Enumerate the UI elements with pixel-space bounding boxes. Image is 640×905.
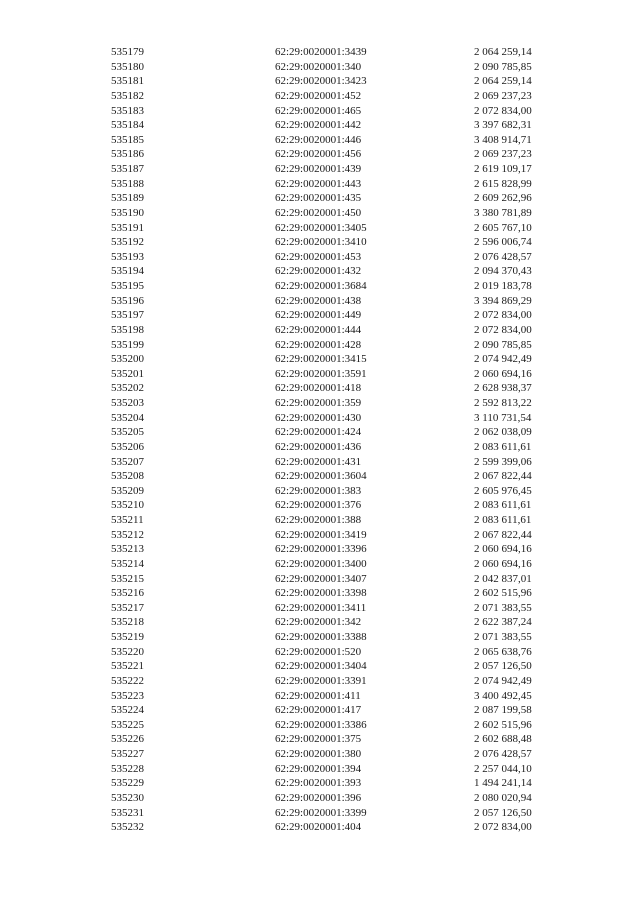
value-cell: 2 069 237,23 <box>474 148 532 161</box>
table-row <box>0 440 640 455</box>
row-number-cell: 535193 <box>111 250 144 263</box>
table-row <box>0 118 640 133</box>
table-row <box>0 89 640 104</box>
table-row <box>0 235 640 250</box>
value-cell: 2 064 259,14 <box>474 46 532 58</box>
row-number-cell: 535202 <box>111 382 144 395</box>
row-number-cell: 535232 <box>111 821 144 834</box>
value-cell: 2 619 109,17 <box>474 163 532 175</box>
cadastral-number-cell: 62:29:0020001:3407 <box>275 572 367 585</box>
row-number-cell: 535186 <box>111 148 144 161</box>
cadastral-number-cell: 62:29:0020001:435 <box>275 192 362 205</box>
cadastral-number-cell: 62:29:0020001:340 <box>275 60 362 73</box>
value-cell: 2 083 611,61 <box>474 499 532 512</box>
row-number-cell: 535188 <box>111 177 144 190</box>
cadastral-number-cell: 62:29:0020001:3419 <box>275 528 367 541</box>
table-row <box>0 250 640 265</box>
value-cell: 2 057 126,50 <box>474 660 532 673</box>
table-row <box>0 806 640 821</box>
value-cell: 2 072 834,00 <box>474 821 532 834</box>
table-row <box>0 191 640 206</box>
table-row <box>0 630 640 645</box>
table-row <box>0 352 640 367</box>
cadastral-number-cell: 62:29:0020001:3405 <box>275 221 367 234</box>
cadastral-number-cell: 62:29:0020001:3400 <box>275 557 367 570</box>
row-number-cell: 535184 <box>111 119 144 132</box>
table-row <box>0 177 640 192</box>
row-number-cell: 535197 <box>111 309 144 322</box>
cadastral-number-cell: 62:29:0020001:411 <box>275 689 361 702</box>
table-row <box>0 557 640 572</box>
table-row <box>0 147 640 162</box>
row-number-cell: 535229 <box>111 777 144 790</box>
value-cell: 3 400 492,45 <box>474 689 532 702</box>
table-row <box>0 791 640 806</box>
row-number-cell: 535204 <box>111 411 144 424</box>
table-row <box>0 455 640 470</box>
row-number-cell: 535219 <box>111 631 144 643</box>
cadastral-number-cell: 62:29:0020001:359 <box>275 397 362 409</box>
row-number-cell: 535228 <box>111 762 144 775</box>
row-number-cell: 535222 <box>111 674 144 687</box>
row-number-cell: 535221 <box>111 660 144 673</box>
cadastral-number-cell: 62:29:0020001:3386 <box>275 718 367 731</box>
cadastral-number-cell: 62:29:0020001:449 <box>275 309 362 322</box>
row-number-cell: 535200 <box>111 353 144 366</box>
value-cell: 3 380 781,89 <box>474 206 532 219</box>
value-cell: 2 072 834,00 <box>474 104 532 117</box>
table-row <box>0 718 640 733</box>
table-row <box>0 411 640 426</box>
cadastral-number-cell: 62:29:0020001:404 <box>275 821 362 834</box>
row-number-cell: 535207 <box>111 455 144 468</box>
table-row <box>0 776 640 791</box>
table-row <box>0 820 640 835</box>
cadastral-number-cell: 62:29:0020001:424 <box>275 426 362 439</box>
table-row <box>0 732 640 747</box>
row-number-cell: 535220 <box>111 645 144 658</box>
cadastral-number-cell: 62:29:0020001:438 <box>275 294 362 307</box>
table-row <box>0 674 640 689</box>
cadastral-number-cell: 62:29:0020001:3410 <box>275 236 367 249</box>
row-number-cell: 535182 <box>111 89 144 102</box>
table-row <box>0 381 640 396</box>
value-cell: 2 094 370,43 <box>474 265 532 278</box>
table-row <box>0 645 640 660</box>
cadastral-number-cell: 62:29:0020001:3398 <box>275 587 367 600</box>
value-cell: 1 494 241,14 <box>474 777 532 790</box>
cadastral-number-cell: 62:29:0020001:465 <box>275 104 362 117</box>
value-cell: 2 622 387,24 <box>474 616 532 629</box>
cadastral-number-cell: 62:29:0020001:3415 <box>275 353 367 366</box>
row-number-cell: 535201 <box>111 367 144 380</box>
value-cell: 2 067 822,44 <box>474 528 532 541</box>
row-number-cell: 535210 <box>111 499 144 512</box>
value-cell: 2 076 428,57 <box>474 250 532 263</box>
value-cell: 2 083 611,61 <box>474 440 532 453</box>
value-cell: 2 592 813,22 <box>474 397 532 409</box>
value-cell: 2 057 126,50 <box>474 806 532 819</box>
row-number-cell: 535214 <box>111 557 144 570</box>
row-number-cell: 535227 <box>111 748 144 760</box>
cadastral-number-cell: 62:29:0020001:3684 <box>275 280 367 292</box>
row-number-cell: 535194 <box>111 265 144 278</box>
value-cell: 2 071 383,55 <box>474 631 532 643</box>
table-row <box>0 469 640 484</box>
cadastral-number-cell: 62:29:0020001:432 <box>275 265 362 278</box>
value-cell: 2 083 611,61 <box>474 514 532 526</box>
table-row <box>0 689 640 704</box>
table-row <box>0 133 640 148</box>
row-number-cell: 535212 <box>111 528 144 541</box>
value-cell: 2 060 694,16 <box>474 367 532 380</box>
table-row <box>0 425 640 440</box>
value-cell: 2 609 262,96 <box>474 192 532 205</box>
table-row <box>0 279 640 294</box>
value-cell: 2 060 694,16 <box>474 557 532 570</box>
row-number-cell: 535205 <box>111 426 144 439</box>
value-cell: 3 397 682,31 <box>474 119 532 132</box>
cadastral-number-cell: 62:29:0020001:3439 <box>275 46 367 58</box>
cadastral-number-cell: 62:29:0020001:439 <box>275 163 362 175</box>
table-row <box>0 323 640 338</box>
row-number-cell: 535190 <box>111 206 144 219</box>
value-cell: 2 019 183,78 <box>474 280 532 292</box>
row-number-cell: 535218 <box>111 616 144 629</box>
cadastral-number-cell: 62:29:0020001:431 <box>275 455 362 468</box>
value-cell: 2 599 399,06 <box>474 455 532 468</box>
cadastral-number-cell: 62:29:0020001:380 <box>275 748 362 760</box>
value-cell: 2 074 942,49 <box>474 674 532 687</box>
table-row <box>0 162 640 177</box>
table-row <box>0 60 640 75</box>
table-row <box>0 542 640 557</box>
table-row <box>0 528 640 543</box>
row-number-cell: 535213 <box>111 543 144 556</box>
cadastral-number-cell: 62:29:0020001:418 <box>275 382 362 395</box>
table-row <box>0 747 640 762</box>
table-row <box>0 484 640 499</box>
value-cell: 2 072 834,00 <box>474 309 532 322</box>
table-row <box>0 74 640 89</box>
value-cell: 3 394 869,29 <box>474 294 532 307</box>
cadastral-number-cell: 62:29:0020001:376 <box>275 499 362 512</box>
row-number-cell: 535211 <box>111 514 144 526</box>
cadastral-number-cell: 62:29:0020001:436 <box>275 440 362 453</box>
row-number-cell: 535191 <box>111 221 144 234</box>
cadastral-number-cell: 62:29:0020001:428 <box>275 338 362 351</box>
table-row <box>0 572 640 587</box>
table-row <box>0 221 640 236</box>
row-number-cell: 535189 <box>111 192 144 205</box>
value-cell: 2 257 044,10 <box>474 762 532 775</box>
table-row <box>0 659 640 674</box>
row-number-cell: 535217 <box>111 601 144 614</box>
value-cell: 2 602 515,96 <box>474 587 532 600</box>
cadastral-number-cell: 62:29:0020001:450 <box>275 206 362 219</box>
table-row <box>0 703 640 718</box>
value-cell: 2 087 199,58 <box>474 704 532 717</box>
row-number-cell: 535230 <box>111 791 144 804</box>
row-number-cell: 535206 <box>111 440 144 453</box>
row-number-cell: 535203 <box>111 397 144 409</box>
cadastral-number-cell: 62:29:0020001:3391 <box>275 674 367 687</box>
row-number-cell: 535181 <box>111 75 144 88</box>
table-row <box>0 104 640 119</box>
cadastral-number-cell: 62:29:0020001:442 <box>275 119 362 132</box>
value-cell: 2 071 383,55 <box>474 601 532 614</box>
value-cell: 2 060 694,16 <box>474 543 532 556</box>
value-cell: 2 065 638,76 <box>474 645 532 658</box>
row-number-cell: 535185 <box>111 133 144 146</box>
value-cell: 3 408 914,71 <box>474 133 532 146</box>
value-cell: 2 605 767,10 <box>474 221 532 234</box>
cadastral-number-cell: 62:29:0020001:3404 <box>275 660 367 673</box>
row-number-cell: 535226 <box>111 733 144 746</box>
table-row <box>0 513 640 528</box>
value-cell: 2 069 237,23 <box>474 89 532 102</box>
cadastral-number-cell: 62:29:0020001:342 <box>275 616 362 629</box>
table-row <box>0 762 640 777</box>
cadastral-number-cell: 62:29:0020001:452 <box>275 89 362 102</box>
row-number-cell: 535187 <box>111 163 144 175</box>
row-number-cell: 535215 <box>111 572 144 585</box>
cadastral-number-cell: 62:29:0020001:3591 <box>275 367 367 380</box>
cadastral-number-cell: 62:29:0020001:456 <box>275 148 362 161</box>
value-cell: 2 062 038,09 <box>474 426 532 439</box>
cadastral-number-cell: 62:29:0020001:3411 <box>275 601 367 614</box>
value-cell: 2 628 938,37 <box>474 382 532 395</box>
cadastral-number-cell: 62:29:0020001:520 <box>275 645 362 658</box>
table-row <box>0 498 640 513</box>
row-number-cell: 535179 <box>111 46 144 58</box>
cadastral-number-cell: 62:29:0020001:396 <box>275 791 362 804</box>
row-number-cell: 535208 <box>111 470 144 483</box>
value-cell: 2 605 976,45 <box>474 484 532 497</box>
row-number-cell: 535195 <box>111 280 144 292</box>
cadastral-number-cell: 62:29:0020001:394 <box>275 762 362 775</box>
value-cell: 2 072 834,00 <box>474 323 532 336</box>
row-number-cell: 535198 <box>111 323 144 336</box>
value-cell: 2 067 822,44 <box>474 470 532 483</box>
table-row <box>0 396 640 411</box>
cadastral-number-cell: 62:29:0020001:430 <box>275 411 362 424</box>
value-cell: 2 090 785,85 <box>474 338 532 351</box>
row-number-cell: 535199 <box>111 338 144 351</box>
cadastral-number-cell: 62:29:0020001:446 <box>275 133 362 146</box>
value-cell: 2 602 515,96 <box>474 718 532 731</box>
cadastral-number-cell: 62:29:0020001:3399 <box>275 806 367 819</box>
table-row <box>0 206 640 221</box>
row-number-cell: 535196 <box>111 294 144 307</box>
cadastral-number-cell: 62:29:0020001:3396 <box>275 543 367 556</box>
cadastral-number-cell: 62:29:0020001:383 <box>275 484 362 497</box>
table-row <box>0 45 640 60</box>
table-row <box>0 586 640 601</box>
cadastral-number-cell: 62:29:0020001:375 <box>275 733 362 746</box>
row-number-cell: 535192 <box>111 236 144 249</box>
row-number-cell: 535209 <box>111 484 144 497</box>
cadastral-number-cell: 62:29:0020001:388 <box>275 514 362 526</box>
row-number-cell: 535180 <box>111 60 144 73</box>
table-row <box>0 601 640 616</box>
value-cell: 2 596 006,74 <box>474 236 532 249</box>
table-row <box>0 308 640 323</box>
row-number-cell: 535225 <box>111 718 144 731</box>
value-cell: 2 064 259,14 <box>474 75 532 88</box>
table-row <box>0 294 640 309</box>
cadastral-number-cell: 62:29:0020001:417 <box>275 704 362 717</box>
row-number-cell: 535231 <box>111 806 144 819</box>
cadastral-number-cell: 62:29:0020001:3423 <box>275 75 367 88</box>
table-row <box>0 264 640 279</box>
table-row <box>0 338 640 353</box>
value-cell: 2 080 020,94 <box>474 791 532 804</box>
cadastral-number-cell: 62:29:0020001:393 <box>275 777 362 790</box>
value-cell: 2 615 828,99 <box>474 177 532 190</box>
row-number-cell: 535224 <box>111 704 144 717</box>
value-cell: 3 110 731,54 <box>474 411 532 424</box>
cadastral-number-cell: 62:29:0020001:3388 <box>275 631 367 643</box>
cadastral-number-cell: 62:29:0020001:444 <box>275 323 362 336</box>
row-number-cell: 535216 <box>111 587 144 600</box>
cadastral-number-cell: 62:29:0020001:453 <box>275 250 362 263</box>
value-cell: 2 076 428,57 <box>474 748 532 760</box>
cadastral-number-cell: 62:29:0020001:3604 <box>275 470 367 483</box>
value-cell: 2 042 837,01 <box>474 572 532 585</box>
cadastral-number-cell: 62:29:0020001:443 <box>275 177 362 190</box>
table-row <box>0 615 640 630</box>
document-table <box>0 45 640 835</box>
row-number-cell: 535183 <box>111 104 144 117</box>
table-row <box>0 367 640 382</box>
row-number-cell: 535223 <box>111 689 144 702</box>
value-cell: 2 074 942,49 <box>474 353 532 366</box>
value-cell: 2 602 688,48 <box>474 733 532 746</box>
value-cell: 2 090 785,85 <box>474 60 532 73</box>
